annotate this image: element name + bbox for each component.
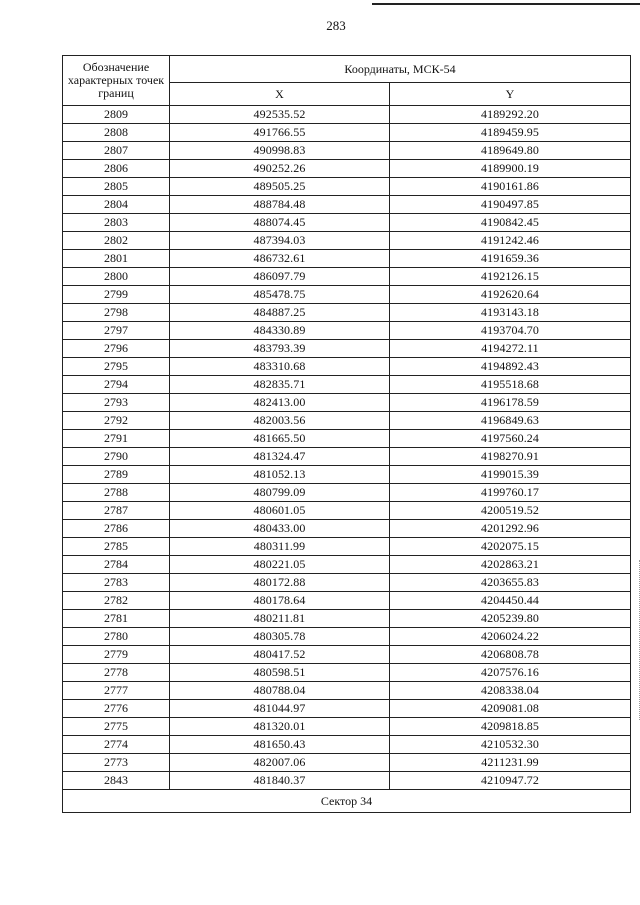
cell-x: 488074.45 [170, 214, 390, 232]
table-row [63, 394, 631, 412]
header-x: X [170, 83, 390, 106]
cell-x: 491766.55 [170, 124, 390, 142]
cell-x: 481665.50 [170, 430, 390, 448]
cell-y: 4190497.85 [390, 196, 631, 214]
cell-x: 492535.52 [170, 106, 390, 124]
sector-label: Сектор 34 [63, 790, 631, 813]
cell-point: 2801 [63, 250, 170, 268]
cell-x: 480172.88 [170, 574, 390, 592]
table-row [63, 592, 631, 610]
table-row [63, 538, 631, 556]
cell-y: 4196849.63 [390, 412, 631, 430]
cell-point: 2785 [63, 538, 170, 556]
cell-y: 4203655.83 [390, 574, 631, 592]
table-row [63, 700, 631, 718]
cell-point: 2778 [63, 664, 170, 682]
page-number: 283 [326, 18, 346, 33]
cell-x: 480305.78 [170, 628, 390, 646]
table-row [63, 376, 631, 394]
table-row [63, 718, 631, 736]
cell-x: 481650.43 [170, 736, 390, 754]
table-row [63, 178, 631, 196]
table-row [63, 520, 631, 538]
cell-x: 480799.09 [170, 484, 390, 502]
cell-x: 480178.64 [170, 592, 390, 610]
cell-x: 481044.97 [170, 700, 390, 718]
table-row [63, 322, 631, 340]
cell-y: 4201292.96 [390, 520, 631, 538]
cell-y: 4211231.99 [390, 754, 631, 772]
cell-y: 4206024.22 [390, 628, 631, 646]
cell-point: 2843 [63, 772, 170, 790]
cell-point: 2800 [63, 268, 170, 286]
cell-point: 2803 [63, 214, 170, 232]
cell-x: 480598.51 [170, 664, 390, 682]
table-row [63, 160, 631, 178]
cell-x: 481320.01 [170, 718, 390, 736]
cell-point: 2798 [63, 304, 170, 322]
cell-y: 4193704.70 [390, 322, 631, 340]
cell-y: 4200519.52 [390, 502, 631, 520]
cell-y: 4198270.91 [390, 448, 631, 466]
table-row [63, 664, 631, 682]
cell-y: 4194272.11 [390, 340, 631, 358]
cell-x: 480433.00 [170, 520, 390, 538]
cell-y: 4189292.20 [390, 106, 631, 124]
cell-point: 2787 [63, 502, 170, 520]
cell-x: 489505.25 [170, 178, 390, 196]
cell-point: 2786 [63, 520, 170, 538]
cell-y: 4189649.80 [390, 142, 631, 160]
table-row [63, 484, 631, 502]
cell-x: 480601.05 [170, 502, 390, 520]
table-row [63, 214, 631, 232]
cell-x: 490998.83 [170, 142, 390, 160]
table-row [63, 106, 631, 124]
header-coordinate-system: Координаты, МСК-54 [170, 56, 631, 83]
cell-point: 2784 [63, 556, 170, 574]
cell-point: 2809 [63, 106, 170, 124]
cell-x: 482003.56 [170, 412, 390, 430]
table-row [63, 268, 631, 286]
cell-x: 480211.81 [170, 610, 390, 628]
cell-point: 2799 [63, 286, 170, 304]
cell-point: 2775 [63, 718, 170, 736]
cell-point: 2791 [63, 430, 170, 448]
cell-y: 4191659.36 [390, 250, 631, 268]
cell-point: 2783 [63, 574, 170, 592]
cell-point: 2806 [63, 160, 170, 178]
cell-y: 4191242.46 [390, 232, 631, 250]
cell-y: 4192126.15 [390, 268, 631, 286]
cell-y: 4197560.24 [390, 430, 631, 448]
table-row [63, 736, 631, 754]
cell-y: 4202075.15 [390, 538, 631, 556]
cell-y: 4190842.45 [390, 214, 631, 232]
cell-y: 4208338.04 [390, 682, 631, 700]
cell-x: 482413.00 [170, 394, 390, 412]
cell-x: 484330.89 [170, 322, 390, 340]
cell-point: 2807 [63, 142, 170, 160]
cell-x: 490252.26 [170, 160, 390, 178]
cell-x: 485478.75 [170, 286, 390, 304]
cell-x: 488784.48 [170, 196, 390, 214]
table-header [63, 56, 631, 106]
sector-row [63, 790, 631, 813]
table-row [63, 772, 631, 790]
cell-x: 480221.05 [170, 556, 390, 574]
cell-point: 2797 [63, 322, 170, 340]
cell-y: 4195518.68 [390, 376, 631, 394]
cell-y: 4209081.08 [390, 700, 631, 718]
table-row [63, 412, 631, 430]
cell-y: 4202863.21 [390, 556, 631, 574]
table-row [63, 448, 631, 466]
cell-point: 2774 [63, 736, 170, 754]
cell-point: 2780 [63, 628, 170, 646]
cell-point: 2773 [63, 754, 170, 772]
table-row [63, 142, 631, 160]
top-rule [372, 3, 640, 5]
cell-y: 4207576.16 [390, 664, 631, 682]
cell-y: 4206808.78 [390, 646, 631, 664]
cell-point: 2808 [63, 124, 170, 142]
cell-point: 2805 [63, 178, 170, 196]
cell-point: 2781 [63, 610, 170, 628]
cell-y: 4199760.17 [390, 484, 631, 502]
cell-x: 487394.03 [170, 232, 390, 250]
cell-x: 480417.52 [170, 646, 390, 664]
cell-y: 4199015.39 [390, 466, 631, 484]
cell-x: 482835.71 [170, 376, 390, 394]
cell-x: 484887.25 [170, 304, 390, 322]
cell-point: 2790 [63, 448, 170, 466]
cell-point: 2802 [63, 232, 170, 250]
table-row [63, 502, 631, 520]
cell-y: 4192620.64 [390, 286, 631, 304]
table-row [63, 250, 631, 268]
cell-y: 4204450.44 [390, 592, 631, 610]
cell-y: 4210532.30 [390, 736, 631, 754]
table-row [63, 430, 631, 448]
cell-x: 480788.04 [170, 682, 390, 700]
cell-x: 486097.79 [170, 268, 390, 286]
table-row [63, 466, 631, 484]
cell-x: 483310.68 [170, 358, 390, 376]
cell-y: 4189459.95 [390, 124, 631, 142]
table-row [63, 124, 631, 142]
cell-point: 2779 [63, 646, 170, 664]
cell-x: 483793.39 [170, 340, 390, 358]
table-row [63, 556, 631, 574]
cell-x: 481840.37 [170, 772, 390, 790]
cell-y: 4189900.19 [390, 160, 631, 178]
table-row [63, 304, 631, 322]
cell-point: 2795 [63, 358, 170, 376]
cell-point: 2782 [63, 592, 170, 610]
cell-point: 2793 [63, 394, 170, 412]
table-row [63, 754, 631, 772]
cell-y: 4210947.72 [390, 772, 631, 790]
cell-x: 481052.13 [170, 466, 390, 484]
table-row [63, 358, 631, 376]
cell-y: 4196178.59 [390, 394, 631, 412]
cell-y: 4193143.18 [390, 304, 631, 322]
cell-x: 481324.47 [170, 448, 390, 466]
table-row [63, 628, 631, 646]
cell-y: 4190161.86 [390, 178, 631, 196]
cell-point: 2788 [63, 484, 170, 502]
table-row [63, 610, 631, 628]
cell-x: 480311.99 [170, 538, 390, 556]
cell-point: 2776 [63, 700, 170, 718]
cell-point: 2789 [63, 466, 170, 484]
table-row [63, 682, 631, 700]
cell-point: 2794 [63, 376, 170, 394]
cell-y: 4194892.43 [390, 358, 631, 376]
header-point-designation: Обозначение характерных точек границ [63, 56, 170, 106]
header-y: Y [390, 83, 631, 106]
cell-x: 482007.06 [170, 754, 390, 772]
cell-y: 4205239.80 [390, 610, 631, 628]
table-body [63, 106, 631, 790]
table-row [63, 574, 631, 592]
table-row [63, 340, 631, 358]
cell-point: 2777 [63, 682, 170, 700]
coordinates-table [62, 55, 631, 813]
table-row [63, 286, 631, 304]
table-row [63, 646, 631, 664]
table-row [63, 196, 631, 214]
table-row [63, 232, 631, 250]
cell-y: 4209818.85 [390, 718, 631, 736]
cell-point: 2796 [63, 340, 170, 358]
cell-x: 486732.61 [170, 250, 390, 268]
cell-point: 2804 [63, 196, 170, 214]
cell-point: 2792 [63, 412, 170, 430]
